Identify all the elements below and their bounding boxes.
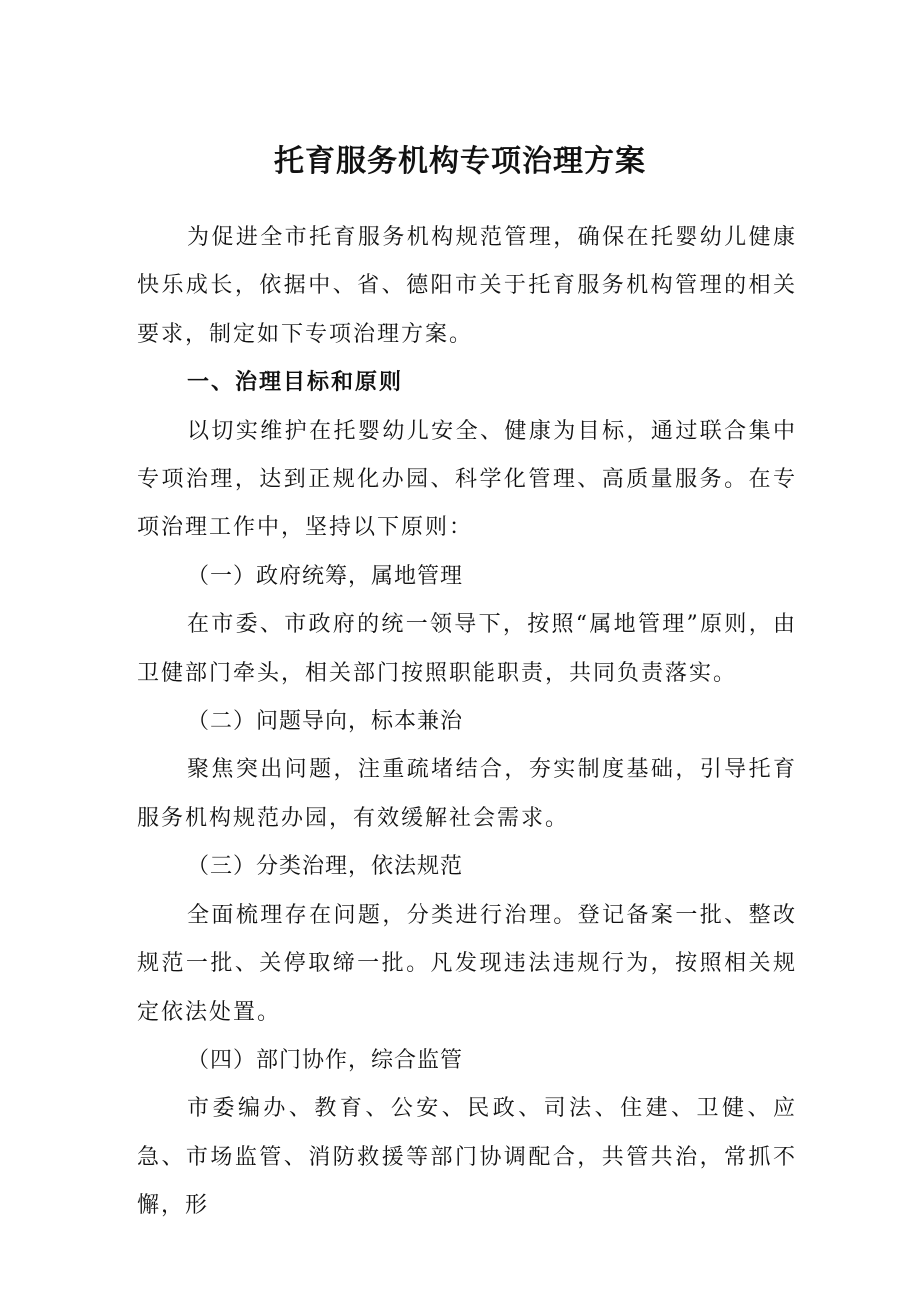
principle-heading-2: （二）问题导向，标本兼治 <box>187 709 464 735</box>
document-body <box>137 214 797 1231</box>
principle-paragraph-2: 聚焦突出问题，注重疏堵结合，夯实制度基础，引导托育服务机构规范办园，有效缓解社会需求。 <box>137 757 797 831</box>
principle-heading-3: （三）分类治理，依法规范 <box>187 854 464 880</box>
principle-paragraph-4: 市委编办、教育、公安、民政、司法、住建、卫健、应急、市场监管、消防救援等部门协调配合，共管共治，常抓不懈，形 <box>137 1096 797 1219</box>
principle-heading-1: （一）政府统筹，属地管理 <box>187 563 464 589</box>
principle-heading-4: （四）部门协作，综合监管 <box>187 1047 464 1073</box>
principle-paragraph-1: 在市委、市政府的统一领导下，按照“属地管理”原则，由卫健部门牵头，相关部门按照职能职责，共同负责落实。 <box>137 612 797 686</box>
intro-paragraph: 为促进全市托育服务机构规范管理，确保在托婴幼儿健康快乐成长，依据中、省、德阳市关于托育服务机构管理的相关要求，制定如下专项治理方案。 <box>137 225 797 347</box>
principle-paragraph-3: 全面梳理存在问题，分类进行治理。登记备案一批、整改规范一批、关停取缔一批。凡发现违法违规行为，按照相关规定依法处置。 <box>137 902 797 1025</box>
document-title: 托育服务机构专项治理方案 <box>274 144 646 179</box>
goals-paragraph: 以切实维护在托婴幼儿安全、健康为目标，通过联合集中专项治理，达到正规化办园、科学化管理、高质量服务。在专项治理工作中，坚持以下原则： <box>137 418 797 541</box>
section-heading-goals-principles: 一、治理目标和原则 <box>187 370 404 396</box>
